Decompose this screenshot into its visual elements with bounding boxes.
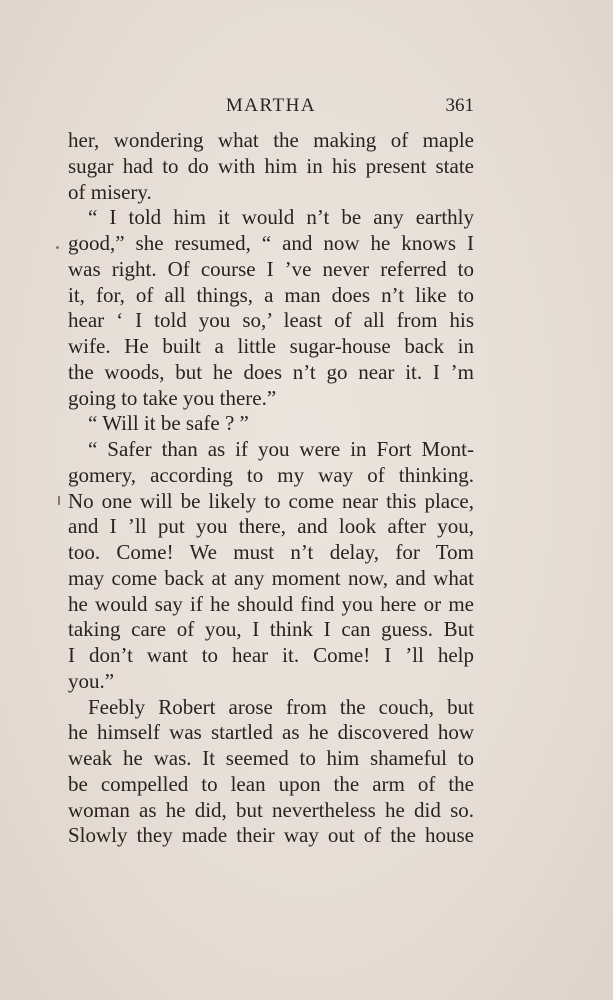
print-speck	[56, 246, 59, 249]
text-line: he would say if he should find you here or me	[68, 591, 474, 616]
text-line: “ I told him it would n’t be any earthly	[88, 205, 474, 230]
text-line: of misery.	[68, 179, 152, 204]
text-line: and I ’ll put you there, and look after you,	[68, 514, 474, 539]
text-line: wife. He built a little sugar-house back in	[68, 334, 474, 358]
text-line: gomery, according to my way of thinking.	[68, 462, 474, 487]
text-line: going to take you there.”	[68, 385, 277, 410]
text-line: taking care of you, I think I can guess. But	[68, 617, 474, 642]
text-line: “ Safer than as if you were in Fort Mont-	[88, 437, 474, 461]
text-line: woman as he did, but nevertheless he did so.	[68, 797, 474, 822]
text-line: No one will be likely to come near this place,	[68, 488, 474, 513]
text-line: it, for, of all things, a man does n’t like to	[68, 282, 474, 307]
running-title: MARTHA	[225, 95, 317, 116]
text-line: he himself was startled as he discovered how	[68, 720, 474, 745]
running-head	[68, 95, 474, 121]
text-line: the woods, but he does n’t go near it. I ’m	[68, 359, 474, 384]
body-text	[68, 128, 474, 849]
text-line: “ Will it be safe ? ”	[88, 411, 249, 436]
text-line: good,” she resumed, “ and now he knows I	[68, 231, 474, 255]
text-line: Feebly Robert arose from the couch, but	[88, 694, 474, 719]
text-line: her, wondering what the making of maple	[68, 128, 474, 152]
text-line: you.”	[68, 668, 115, 693]
text-line: hear ‘ I told you so,’ least of all from his	[68, 308, 474, 333]
text-line: too. Come! We must n’t delay, for Tom	[68, 540, 474, 564]
text-line: may come back at any moment now, and what	[68, 565, 474, 590]
text-line: Slowly they made their way out of the house	[68, 823, 474, 848]
print-speck	[58, 496, 60, 505]
text-line: be compelled to lean upon the arm of the	[68, 771, 474, 796]
text-line: was right. Of course I ’ve never referred to	[68, 256, 474, 281]
page-number: 361	[445, 95, 474, 116]
text-line: sugar had to do with him in his present state	[68, 153, 474, 178]
text-line: I don’t want to hear it. Come! I ’ll help	[68, 643, 474, 667]
text-line: weak he was. It seemed to him shameful to	[68, 746, 474, 770]
